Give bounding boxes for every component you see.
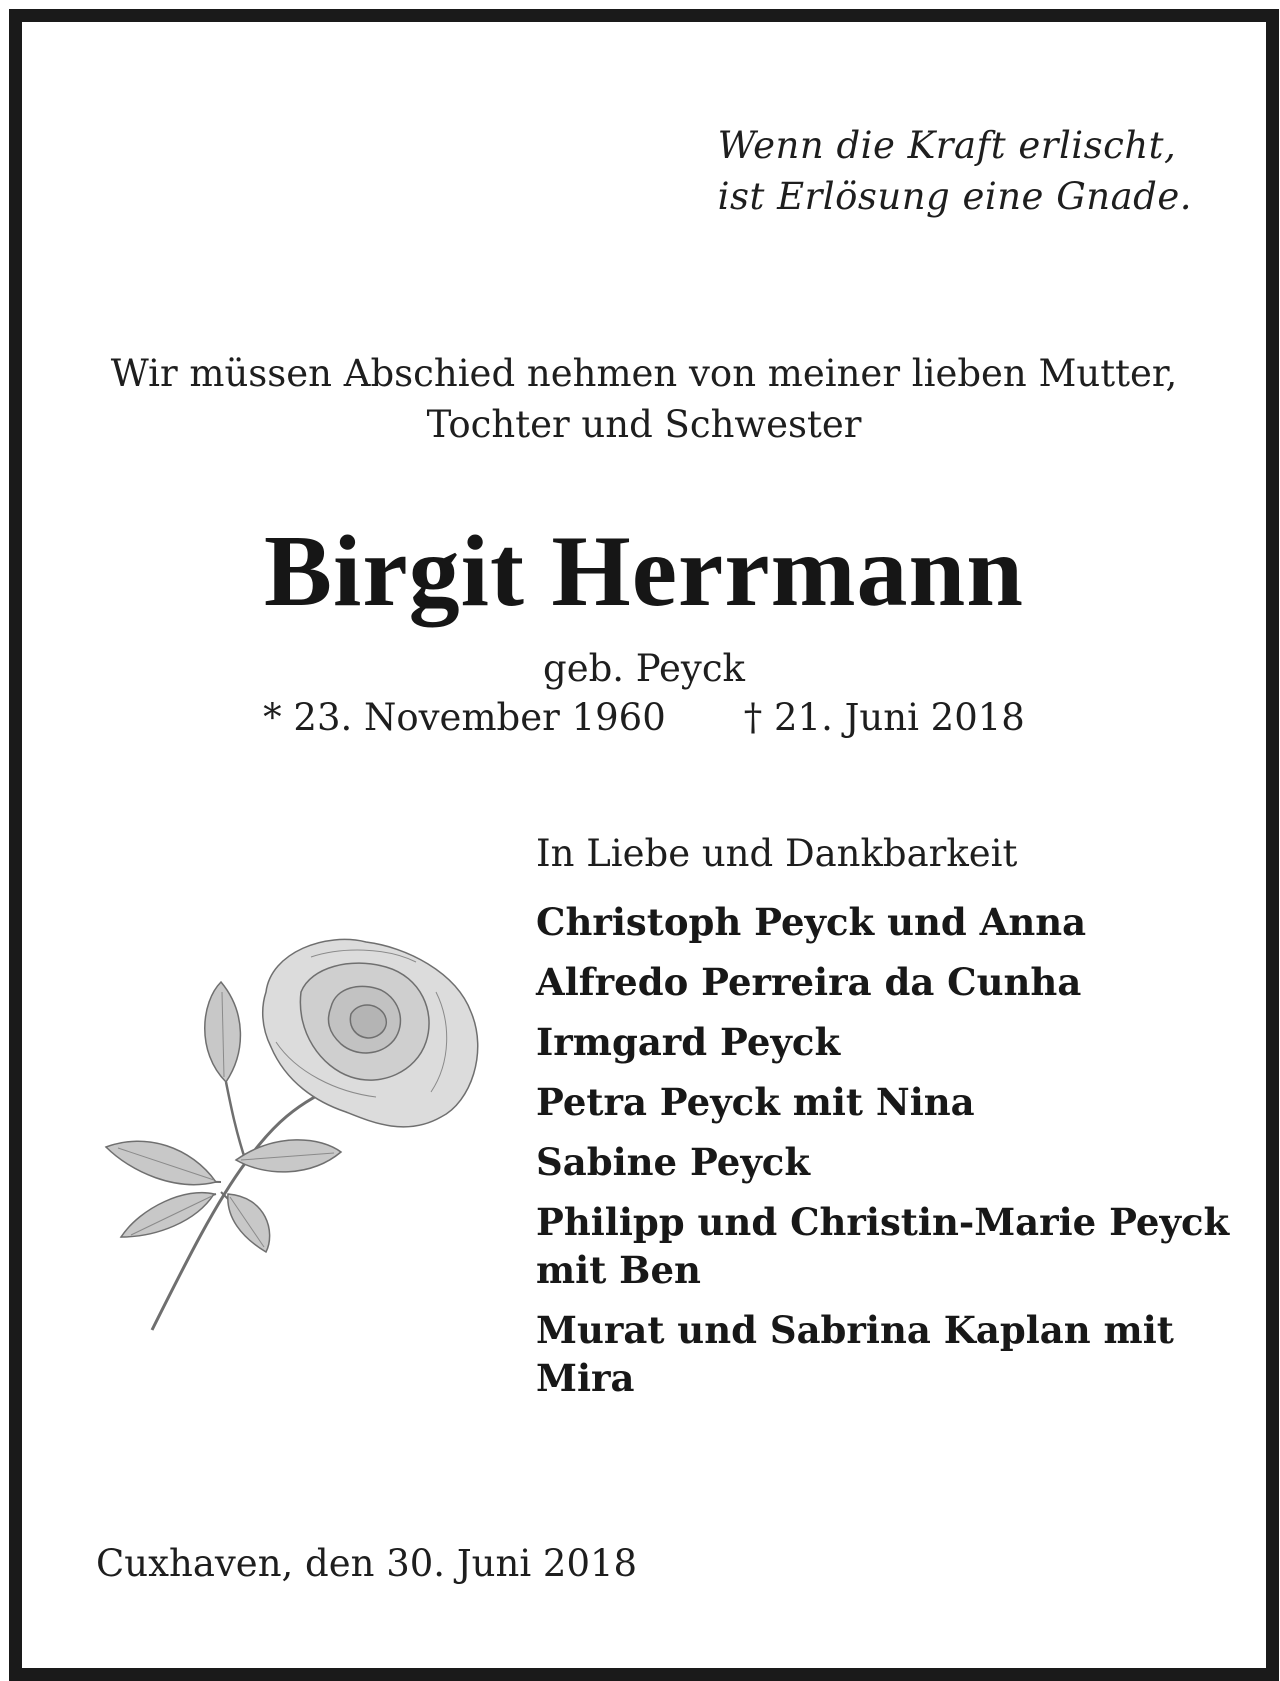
birth-date: * 23. November 1960 <box>263 696 666 739</box>
place-and-date: Cuxhaven, den 30. Juni 2018 <box>96 1542 638 1585</box>
quote <box>718 120 1192 222</box>
mourner-name: Sabine Peyck <box>536 1140 810 1184</box>
quote-line-1: Wenn die Kraft erlischt, <box>717 124 1177 167</box>
mourner-name: Murat und Sabrina Kaplan mit Mira <box>536 1308 1174 1400</box>
deceased-name: Birgit Herrmann <box>263 515 1025 628</box>
life-dates <box>22 694 1266 742</box>
mourner-name: Irmgard Peyck <box>536 1020 841 1064</box>
mourner-name: Christoph Peyck und Anna <box>536 900 1087 944</box>
intro-line-2: Tochter und Schwester <box>426 403 862 446</box>
quote-line-2: ist Erlösung eine Gnade. <box>717 175 1192 218</box>
mourner-list <box>536 898 1236 1402</box>
mourners <box>536 830 1236 1414</box>
intro-text <box>22 348 1266 450</box>
intro-line-1: Wir müssen Abschied nehmen von meiner lieben Mutter, <box>110 352 1178 395</box>
rose-icon <box>96 932 498 1332</box>
obituary-notice <box>9 9 1279 1681</box>
mourner-name: Petra Peyck mit Nina <box>536 1080 975 1124</box>
mourner-name: Alfredo Perreira da Cunha <box>536 960 1082 1004</box>
death-date: † 21. Juni 2018 <box>743 696 1025 739</box>
birth-name: geb. Peyck <box>543 647 745 690</box>
mourner-name: Philipp und Christin-Marie Peyck mit Ben <box>536 1200 1230 1292</box>
mourners-greeting: In Liebe und Dankbarkeit <box>536 832 1018 875</box>
